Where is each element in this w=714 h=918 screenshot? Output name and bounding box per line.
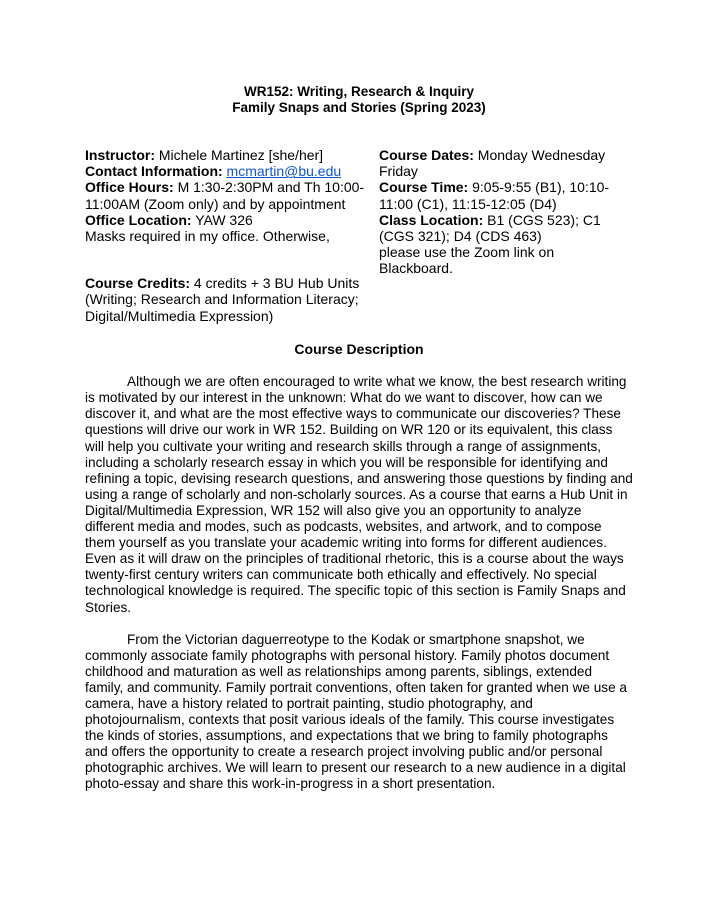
course-info <box>85 147 633 325</box>
contact-label: Contact Information: <box>85 163 223 180</box>
course-title: WR152: Writing, Research & Inquiry <box>243 84 475 99</box>
section-title: Family Snaps and Stories (Spring 2023) <box>232 100 486 115</box>
instructor-line <box>85 147 370 163</box>
document-title <box>85 84 633 116</box>
credits-label: Course Credits: <box>85 275 191 292</box>
syllabus-page <box>85 84 633 793</box>
contact-line <box>85 163 370 179</box>
office-hours-line <box>85 179 370 211</box>
schedule-info-column <box>379 147 624 277</box>
office-hours-label: Office Hours: <box>85 179 174 196</box>
description-paragraph-1: Although we are often encouraged to write what we know, the best research writing is motivated by our interest in the unknown: What do we want to discover, how can we discover it, and what are the most effective ways to communicate our discoveries? These questions will drive our work in WR 152. Building on WR 120 or its equivalent, this class will help you cultivate your writing and research skills through a range of assignments, including a scholarly research essay in which you will be responsible for identifying and refining a topic, devising research questions, and answering those questions by finding and using a range of scholarly and non-scholarly sources. As a course that earns a Hub Unit in Digital/Multimedia Expression, WR 152 will also give you an opportunity to analyze different media and modes, such as podcasts, websites, and artwork, and to compose them yourself as you translate your academic writing into forms for different audiences. Even as it will draw on the principles of traditional rhetoric, this is a course about the ways twenty-first century writers can communicate both ethically and effectively. No special technological knowledge is required. The specific topic of this section is Family Snaps and Stories. <box>85 374 633 615</box>
masks-note: Masks required in my office. Otherwise, <box>85 228 330 245</box>
credits-value: 4 credits + 3 BU Hub Units (Writing; Research and Information Literacy; Digital/Multimedia Expression) <box>85 275 360 324</box>
class-location-label: Class Location: <box>379 211 484 228</box>
class-location-value: B1 (CGS 523); C1 (CGS 321); D4 (CDS 463) <box>379 211 601 245</box>
course-time-line <box>379 179 624 211</box>
instructor-email-link[interactable]: mcmartin@bu.edu <box>226 163 342 180</box>
zoom-note: please use the Zoom link on Blackboard. <box>379 244 555 277</box>
instructor-info-column <box>85 147 370 324</box>
course-dates-line <box>379 147 624 179</box>
course-dates-label: Course Dates: <box>379 147 474 163</box>
course-description-heading: Course Description <box>294 341 424 357</box>
course-time-label: Course Time: <box>379 179 469 196</box>
instructor-label: Instructor: <box>85 147 155 163</box>
office-location-line <box>85 212 370 228</box>
credits-line <box>85 275 370 324</box>
description-paragraph-2: From the Victorian daguerreotype to the Kodak or smartphone snapshot, we commonly associate family photographs with personal history. Family photos document childhood and maturation as well as relationships among parents, siblings, extended family, and community. Family portrait conventions, often taken for granted when we use a camera, have a history related to portrait painting, studio photography, and photojournalism, contexts that posit various ideals of the family. This course investigates the kinds of stories, assumptions, and expectations that we bring to family photographs and offers the opportunity to create a research project involving public and/or personal photographic archives. We will learn to present our research to a new audience in a digital photo-essay and share this work-in-progress in a short presentation. <box>85 631 627 792</box>
office-location-value: YAW 326 <box>191 211 253 228</box>
instructor-value: Michele Martinez [she/her] <box>155 147 324 163</box>
class-location-line <box>379 212 624 244</box>
office-location-label: Office Location: <box>85 211 192 228</box>
office-hours-value: M 1:30-2:30PM and Th 10:00-11:00AM (Zoom only) and by appointment <box>85 179 365 212</box>
course-dates-value: Monday Wednesday Friday <box>379 147 606 180</box>
course-time-value: 9:05-9:55 (B1), 10:10-11:00 (C1), 11:15-12:05 (D4) <box>379 179 610 212</box>
